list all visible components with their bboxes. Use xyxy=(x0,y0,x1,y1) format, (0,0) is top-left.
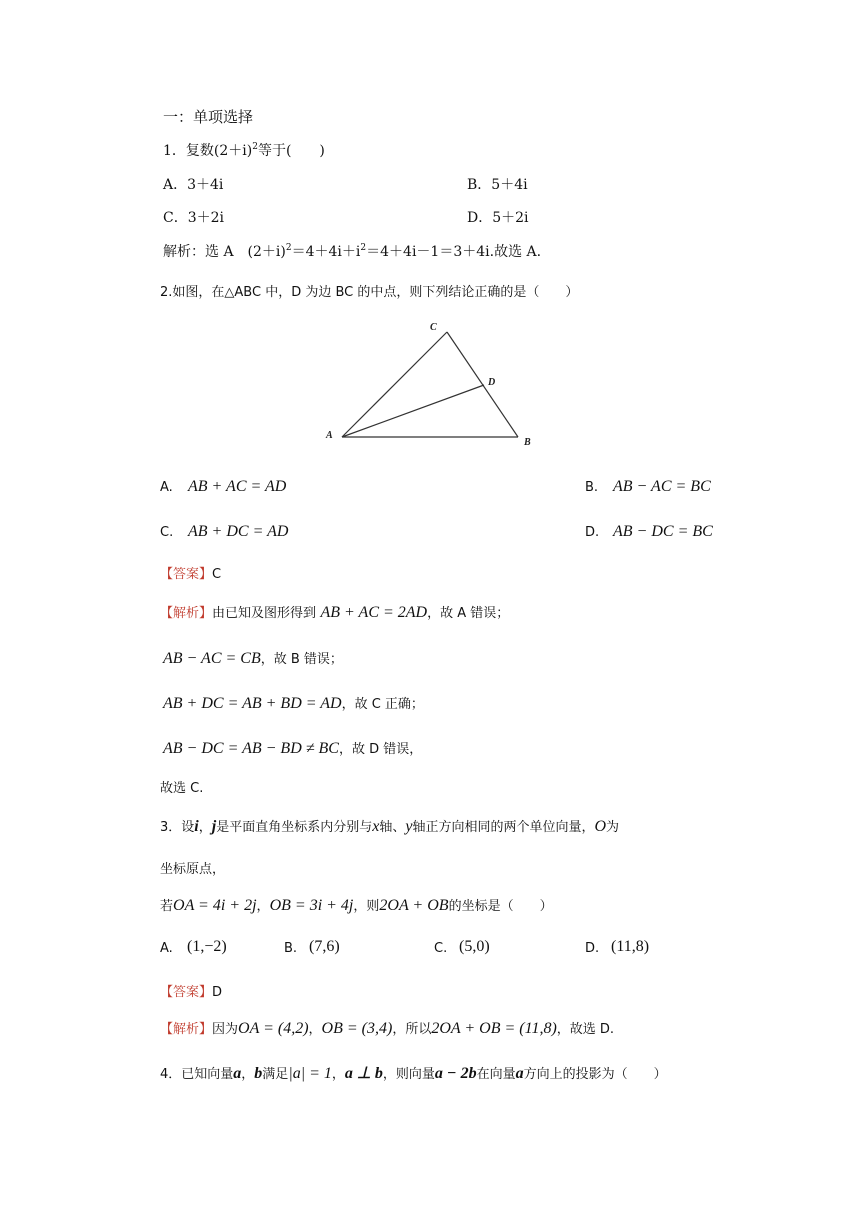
q2-option-a-expr: AB + AC = AD xyxy=(188,478,287,495)
q1-option-d: D．5＋2i xyxy=(467,210,529,226)
q3-option-a-label: A. xyxy=(160,941,173,956)
q3-option-c-value: (5,0) xyxy=(459,938,490,955)
q2-option-b-label: B. xyxy=(585,480,599,495)
q1-stem: 1．复数$(2+i)^2$等于( ) xyxy=(163,142,325,159)
q1-option-c: C．3＋2i xyxy=(163,210,225,226)
label-b: B xyxy=(524,437,531,448)
q2-option-d-label: D. xyxy=(585,525,600,540)
q2-option-c-expr: AB + DC = AD xyxy=(188,523,289,540)
q3-stem-line3: 若OA = 4i + 2j，OB = 3i + 4j，则2OA + OB的坐标是（ ） xyxy=(160,897,553,914)
q3-stem-line1: 3．设i，j是平面直角坐标系内分别与x轴、y轴正方向相同的两个单位向量，O为 xyxy=(160,818,620,835)
side-ac xyxy=(342,332,447,437)
q1-option-a: A．3＋4i xyxy=(163,177,224,193)
label-a: A xyxy=(326,430,333,441)
q2-analysis-line3: AB + DC = AB + BD = AD，故 C 正确； xyxy=(163,695,424,712)
median-ad xyxy=(342,385,484,437)
q2-answer: 【答案】C xyxy=(160,567,222,582)
side-cb xyxy=(447,332,518,437)
section-heading: 一：单项选择 xyxy=(163,108,254,126)
q2-option-c-label: C. xyxy=(160,525,174,540)
q2-analysis-line2: AB − AC = CB，故 B 错误； xyxy=(163,650,343,667)
q3-analysis: 【解析】因为OA = (4,2)，OB = (3,4)，所以2OA + OB = (11,8)，故选 D. xyxy=(160,1020,615,1037)
q3-option-b-value: (7,6) xyxy=(309,938,340,955)
q3-option-d-label: D. xyxy=(585,941,600,956)
q2-option-b-expr: AB − AC = BC xyxy=(613,478,711,495)
triangle-figure xyxy=(320,318,540,453)
q2-conclusion: 故选 C. xyxy=(160,781,204,796)
q2-option-a-label: A. xyxy=(160,480,173,495)
q3-option-b-label: B. xyxy=(284,941,298,956)
q1-option-b: B．5＋4i xyxy=(467,177,528,193)
q2-option-d-expr: AB − DC = BC xyxy=(613,523,713,540)
label-d: D xyxy=(488,377,496,388)
q3-option-d-value: (11,8) xyxy=(611,938,650,955)
q2-analysis-line4: AB − DC = AB − BD ≠ BC，故 D 错误， xyxy=(163,740,423,757)
q3-option-c-label: C. xyxy=(434,941,448,956)
q3-option-a-value: (1,−2) xyxy=(187,938,227,955)
q3-stem-line2: 坐标原点， xyxy=(160,862,226,877)
label-c: C xyxy=(430,322,437,333)
q1-solution: 解析：选 A $(2+i)^2=4+4i+i^2=4+4i-1=3+4i$.故选 A. xyxy=(163,243,542,260)
q4-stem: 4．已知向量a，b满足|a| = 1，a ⊥ b，则向量a − 2b在向量a方向上的投影为（ ） xyxy=(160,1065,667,1082)
q3-answer: 【答案】D xyxy=(160,985,223,1000)
q2-stem: 2.如图，在△ABC 中，D 为边 BC 的中点，则下列结论正确的是（ ） xyxy=(160,285,579,300)
q2-analysis-line1: 【解析】由已知及图形得到 AB + AC = 2AD，故 A 错误； xyxy=(160,604,510,621)
